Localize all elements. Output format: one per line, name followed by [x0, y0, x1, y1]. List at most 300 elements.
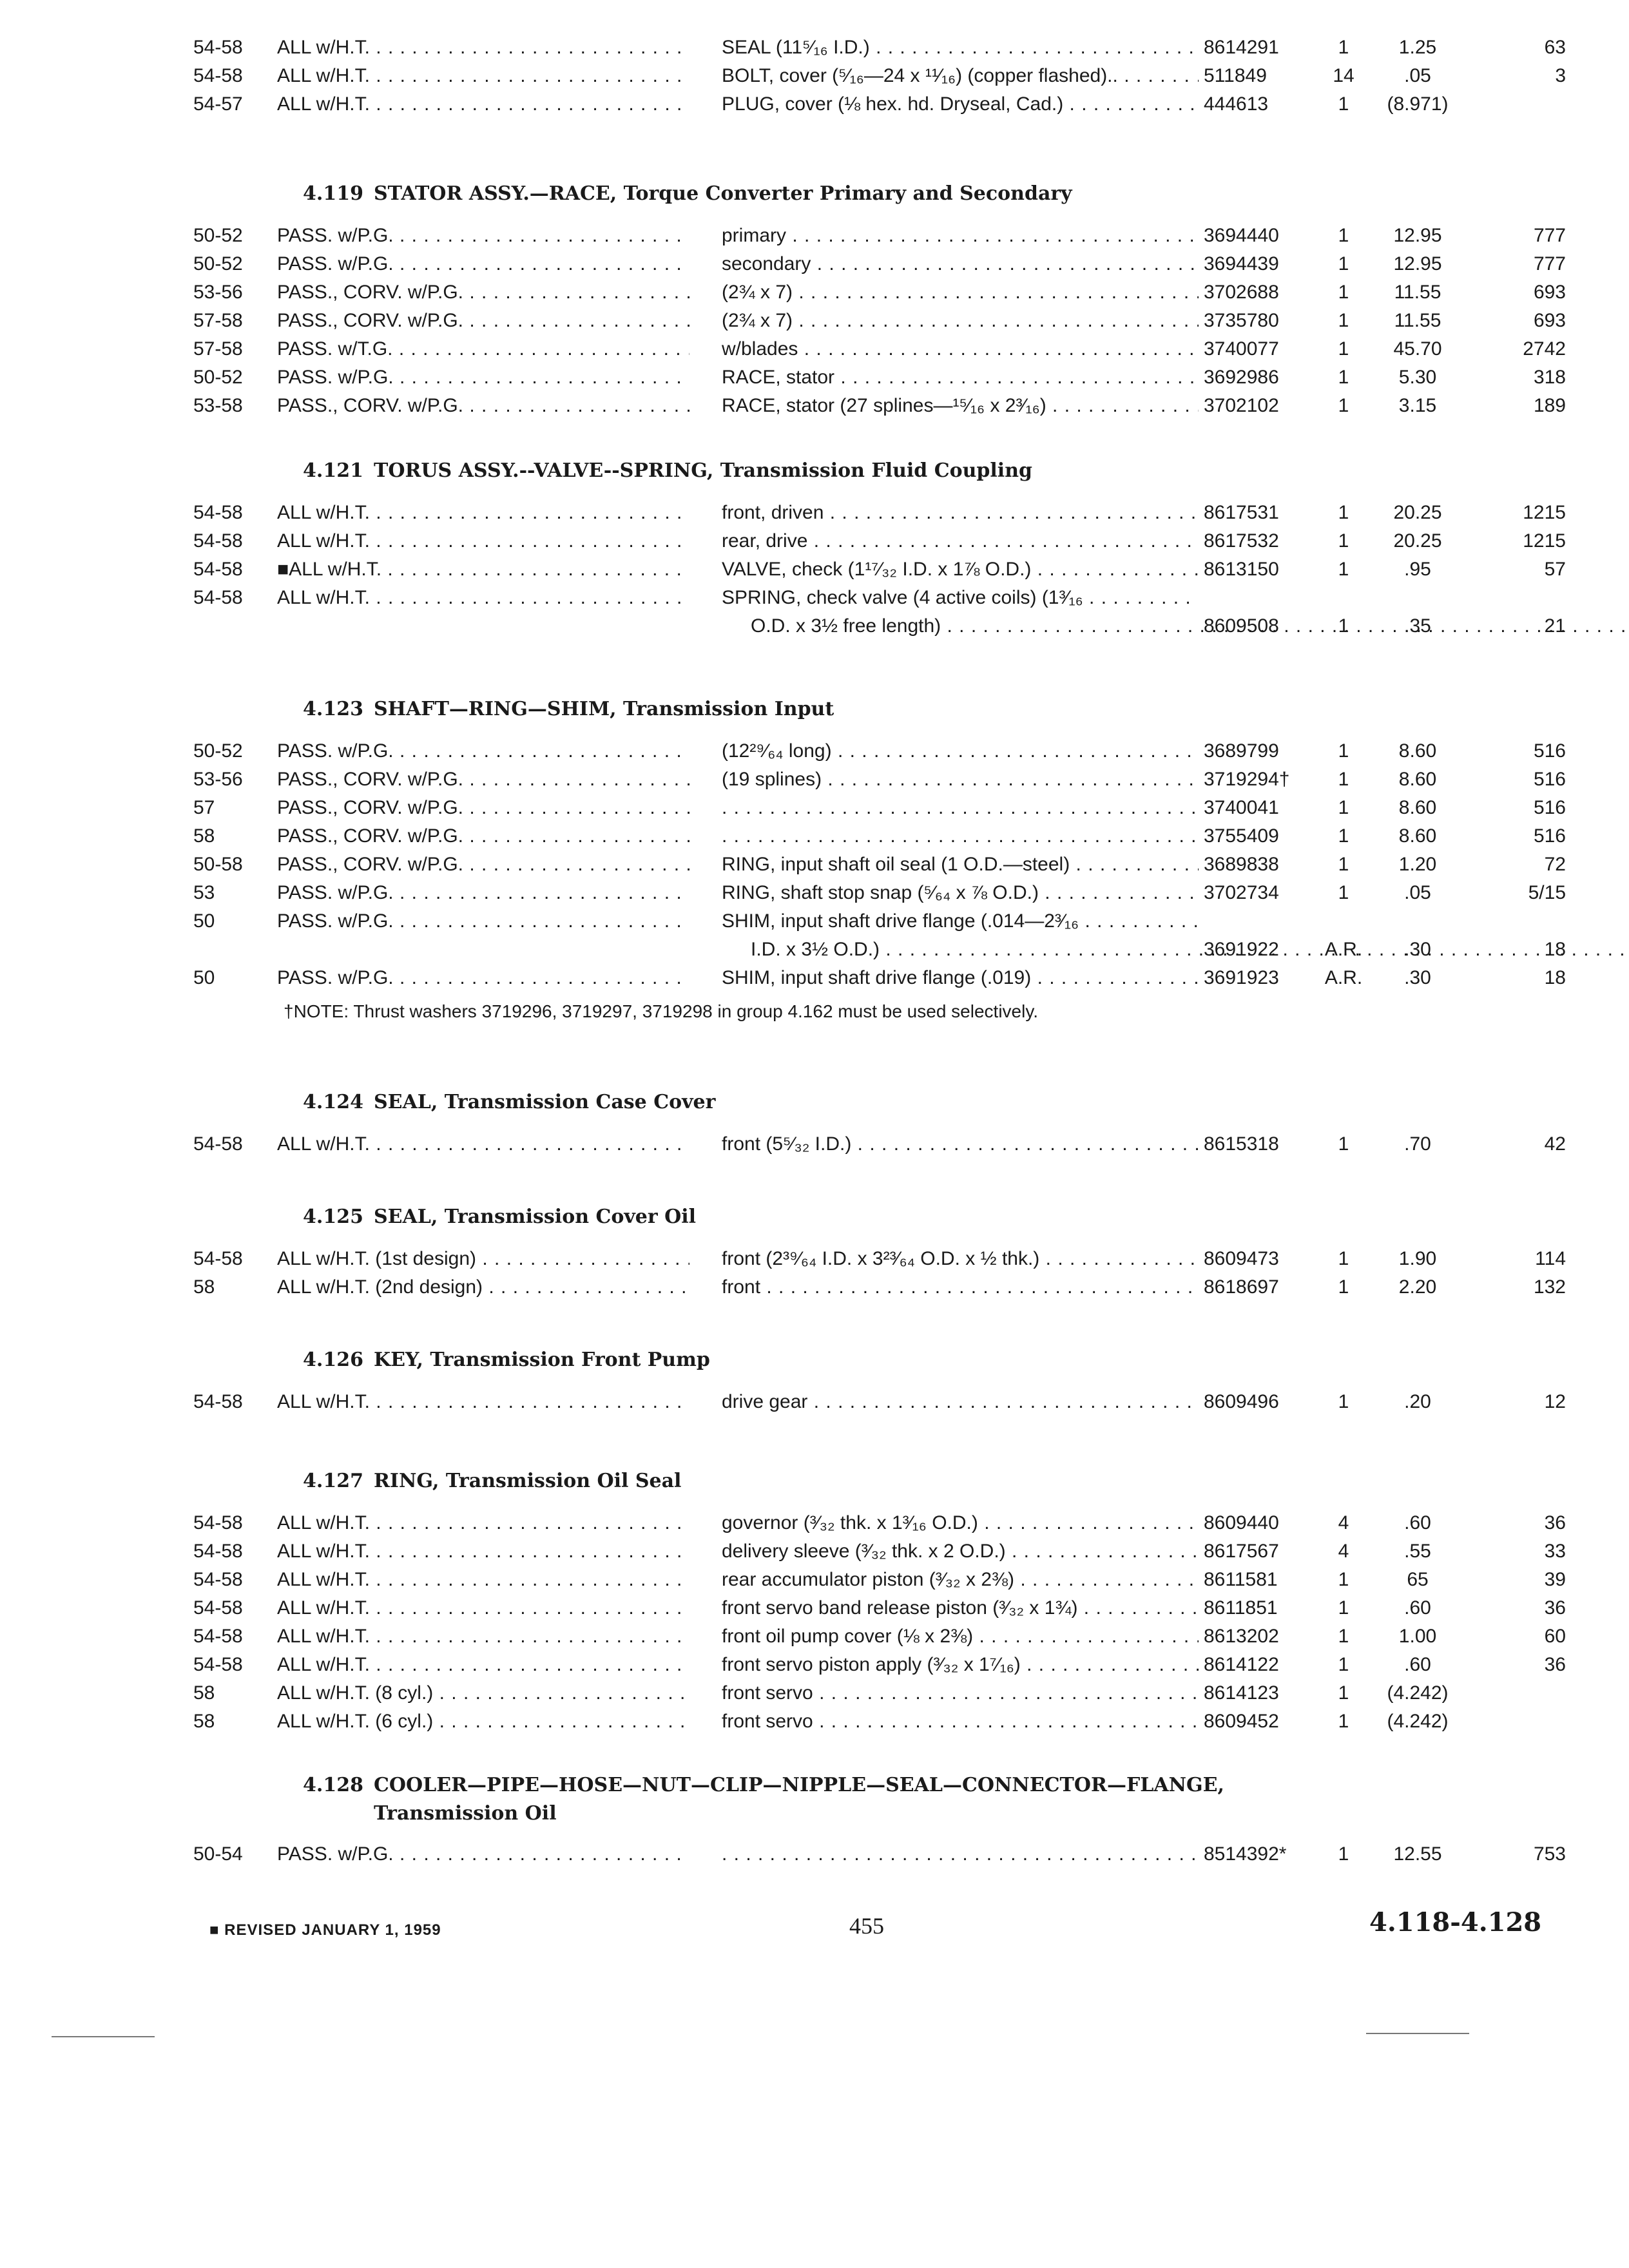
section-heading [303, 457, 1032, 485]
section-title: RING, Transmission Oil Seal [374, 1470, 682, 1492]
quantity: 1 [1338, 1391, 1349, 1412]
parts-row [0, 1679, 1629, 1707]
part-number: 8614123 [1204, 1682, 1279, 1704]
quantity: 1 [1338, 1682, 1349, 1704]
part-number: 8611851 [1204, 1597, 1278, 1619]
list-price: 1.90 [1398, 1248, 1437, 1269]
quantity: 1 [1338, 1711, 1349, 1732]
model-years: 50 [193, 910, 215, 932]
part-description: front servo piston apply (³⁄₃₂ x 1⁷⁄₁₆) . . . [722, 1651, 1199, 1679]
model-years: 58 [193, 825, 215, 847]
quantity: 4 [1338, 1512, 1349, 1533]
section-number: 4.124 [303, 1091, 363, 1113]
section-number: 4.126 [303, 1349, 363, 1371]
model-years: 54-57 [193, 93, 243, 115]
scan-artifact-right [1366, 2033, 1469, 2034]
part-number: 3735780 [1204, 310, 1279, 331]
model-years: 58 [193, 1276, 215, 1298]
quantity: 1 [1338, 395, 1349, 416]
part-description: SEAL (11⁵⁄₁₆ I.D.) . . . [722, 34, 1199, 62]
quantity: 1 [1338, 93, 1349, 115]
part-number: 3689838 [1204, 854, 1279, 875]
parts-row [0, 1509, 1629, 1537]
list-price: (4.242) [1387, 1682, 1449, 1704]
model-years: 50-58 [193, 854, 243, 875]
section-number: 4.121 [303, 459, 363, 482]
model-years: 53-56 [193, 769, 243, 790]
application: ALL w/H.T. . . . [277, 499, 689, 527]
model-years: 54-58 [193, 1248, 243, 1269]
part-description-cont: I.D. x 3½ O.D.) . . . [751, 936, 1629, 964]
quantity: 1 [1338, 615, 1349, 637]
model-years: 54-58 [193, 1597, 243, 1619]
model-years: 50-52 [193, 225, 243, 246]
cost-code: 12 [1544, 1391, 1566, 1412]
quantity: 1 [1338, 282, 1349, 303]
list-price: .35 [1404, 615, 1431, 637]
list-price: .55 [1404, 1541, 1431, 1562]
list-price: 1.25 [1398, 37, 1437, 58]
cost-code: 516 [1533, 797, 1566, 818]
list-price: 3.15 [1398, 395, 1437, 416]
application: PASS., CORV. w/P.G. . . . [277, 307, 689, 335]
part-description: front oil pump cover (⅛ x 2⅜) . . . [722, 1622, 1199, 1651]
parts-row [0, 1273, 1629, 1302]
quantity: 1 [1338, 367, 1349, 388]
section-heading [303, 1089, 715, 1116]
parts-row [0, 499, 1629, 527]
part-number: 8609508 [1204, 615, 1279, 637]
model-years: 54-58 [193, 37, 243, 58]
cost-code: 36 [1544, 1654, 1566, 1675]
application: PASS. w/P.G. . . . [277, 879, 689, 907]
part-description: drive gear . . . [722, 1388, 1199, 1416]
part-description: (12²⁹⁄₆₄ long) . . . [722, 737, 1199, 765]
parts-row [0, 850, 1629, 879]
part-description: RACE, stator . . . [722, 363, 1199, 392]
part-description: secondary . . . [722, 250, 1199, 278]
application: PASS. w/T.G. . . . [277, 335, 689, 363]
quantity: 1 [1338, 1248, 1349, 1269]
list-price: 1.00 [1398, 1626, 1437, 1647]
model-years: 58 [193, 1711, 215, 1732]
part-number: 8615318 [1204, 1133, 1279, 1155]
part-number: 511849 [1204, 65, 1267, 86]
list-price: 12.95 [1393, 225, 1442, 246]
model-years: 53 [193, 882, 215, 903]
list-price: 5.30 [1398, 367, 1437, 388]
quantity: 1 [1338, 1276, 1349, 1298]
section-note: †NOTE: Thrust washers 3719296, 3719297, 3719298 in group 4.162 must be used selectively. [284, 1001, 1039, 1021]
part-description: front servo . . . [722, 1679, 1199, 1707]
part-number: 8614122 [1204, 1654, 1279, 1675]
page-number: 455 [849, 1913, 884, 1939]
parts-row [0, 794, 1629, 822]
model-years: 54-58 [193, 559, 243, 580]
part-number: 3689799 [1204, 740, 1279, 762]
quantity: 1 [1338, 502, 1349, 523]
application: PASS. w/P.G. . . . [277, 737, 689, 765]
section-title: COOLER—PIPE—HOSE—NUT—CLIP—NIPPLE—SEAL—CONNECTOR—FLANGE, [374, 1774, 1224, 1796]
section-title: SEAL, Transmission Cover Oil [374, 1206, 697, 1228]
cost-code: 516 [1533, 740, 1566, 762]
model-years: 58 [193, 1682, 215, 1704]
part-number: 8614291 [1204, 37, 1279, 58]
quantity: A.R. [1324, 967, 1363, 988]
cost-code: 21 [1544, 615, 1566, 637]
model-years: 54-58 [193, 1512, 243, 1533]
application: ALL w/H.T. . . . [277, 62, 689, 90]
quantity: 1 [1338, 530, 1349, 552]
application: ALL w/H.T. . . . [277, 1537, 689, 1566]
part-number: 3691922 [1204, 939, 1279, 960]
model-years: 50 [193, 967, 215, 988]
model-years: 53-56 [193, 282, 243, 303]
section-number: 4.127 [303, 1470, 363, 1492]
parts-row [0, 1388, 1629, 1416]
parts-row [0, 222, 1629, 250]
part-description-cont: O.D. x 3½ free length) . . . [751, 612, 1629, 640]
application: ■ALL w/H.T. . . . [277, 555, 689, 584]
section-heading [303, 1204, 696, 1231]
application: PASS., CORV. w/P.G. . . . [277, 822, 689, 850]
cost-code: 516 [1533, 825, 1566, 847]
section-number: 4.128 [303, 1774, 363, 1796]
cost-code: 72 [1544, 854, 1566, 875]
application: ALL w/H.T. . . . [277, 1594, 689, 1622]
list-price: .30 [1404, 967, 1431, 988]
application: PASS. w/P.G. . . . [277, 250, 689, 278]
list-price: 8.60 [1398, 825, 1437, 847]
section-heading [303, 1347, 710, 1374]
cost-code: 33 [1544, 1541, 1566, 1562]
application: ALL w/H.T. . . . [277, 1622, 689, 1651]
cost-code: 18 [1544, 967, 1566, 988]
parts-row [0, 1594, 1629, 1622]
part-description: SPRING, check valve (4 active coils) (1³⁄₁₆ . . . [722, 584, 1199, 612]
section-heading [303, 1468, 681, 1495]
part-number: 3702734 [1204, 882, 1279, 903]
parts-row [0, 335, 1629, 363]
application: ALL w/H.T. . . . [277, 584, 689, 612]
section-heading [303, 696, 834, 723]
cost-code: 318 [1533, 367, 1566, 388]
list-price: (4.242) [1387, 1711, 1449, 1732]
list-price: 2.20 [1398, 1276, 1437, 1298]
application: ALL w/H.T. (2nd design) . . . [277, 1273, 689, 1302]
application: PASS., CORV. w/P.G. . . . [277, 392, 689, 420]
model-years: 54-58 [193, 1391, 243, 1412]
quantity: 1 [1338, 882, 1349, 903]
application: ALL w/H.T. . . . [277, 90, 689, 119]
list-price: (8.971) [1387, 93, 1449, 115]
application: ALL w/H.T. . . . [277, 1566, 689, 1594]
cost-code: 516 [1533, 769, 1566, 790]
section-title: STATOR ASSY.—RACE, Torque Converter Primary and Secondary [374, 182, 1072, 205]
scan-artifact-left [52, 2036, 155, 2037]
parts-row [0, 765, 1629, 794]
quantity: 1 [1338, 797, 1349, 818]
part-description [722, 822, 1199, 850]
application: PASS. w/P.G. . . . [277, 907, 689, 936]
application: PASS. w/P.G. . . . [277, 222, 689, 250]
cost-code: 1215 [1523, 530, 1566, 552]
part-description: delivery sleeve (³⁄₃₂ thk. x 2 O.D.) . . . [722, 1537, 1199, 1566]
cost-code: 693 [1533, 282, 1566, 303]
model-years: 50-52 [193, 740, 243, 762]
list-price: .95 [1404, 559, 1431, 580]
cost-code: 39 [1544, 1569, 1566, 1590]
list-price: 8.60 [1398, 769, 1437, 790]
application: PASS., CORV. w/P.G. . . . [277, 765, 689, 794]
quantity: 1 [1338, 854, 1349, 875]
parts-row [0, 307, 1629, 335]
list-price: .60 [1404, 1597, 1431, 1619]
part-number: 3692986 [1204, 367, 1279, 388]
cost-code: 36 [1544, 1512, 1566, 1533]
parts-row [0, 1651, 1629, 1679]
parts-row [0, 1707, 1629, 1736]
part-number: 8617567 [1204, 1541, 1279, 1562]
application: ALL w/H.T. (8 cyl.) . . . [277, 1679, 689, 1707]
section-number: 4.119 [303, 182, 363, 205]
parts-row [0, 737, 1629, 765]
quantity: 1 [1338, 1569, 1349, 1590]
parts-row [0, 555, 1629, 584]
model-years: 54-58 [193, 530, 243, 552]
quantity: 1 [1338, 310, 1349, 331]
section-title-cont: Transmission Oil [374, 1802, 557, 1825]
list-price: 11.55 [1394, 282, 1441, 303]
cost-code: 36 [1544, 1597, 1566, 1619]
part-description: RING, shaft stop snap (⁵⁄₆₄ x ⅞ O.D.) . . . [722, 879, 1199, 907]
list-price: 65 [1407, 1569, 1429, 1590]
parts-row [0, 1537, 1629, 1566]
part-number: 3740041 [1204, 797, 1279, 818]
part-number: 3719294† [1204, 769, 1290, 790]
cost-code: 5/15 [1528, 882, 1566, 903]
quantity: 1 [1338, 1654, 1349, 1675]
part-description: governor (³⁄₃₂ thk. x 1³⁄₁₆ O.D.) . . . [722, 1509, 1199, 1537]
part-number: 3691923 [1204, 967, 1279, 988]
list-price: 8.60 [1398, 740, 1437, 762]
part-description: front (2³⁹⁄₆₄ I.D. x 3²³⁄₆₄ O.D. x ½ thk.) . . . [722, 1245, 1199, 1273]
section-title: SHAFT—RING—SHIM, Transmission Input [374, 698, 834, 720]
list-price: .60 [1404, 1654, 1431, 1675]
part-description [722, 1840, 1199, 1869]
section-number: 4.123 [303, 698, 363, 720]
cost-code: 693 [1533, 310, 1566, 331]
part-number: 8613202 [1204, 1626, 1279, 1647]
parts-row [0, 278, 1629, 307]
section-number: 4.125 [303, 1206, 363, 1228]
cost-code: 3 [1555, 65, 1566, 86]
quantity: 1 [1338, 559, 1349, 580]
part-number: 8514392* [1204, 1843, 1287, 1865]
part-description: front . . . [722, 1273, 1199, 1302]
cost-code: 132 [1533, 1276, 1566, 1298]
quantity: A.R. [1324, 939, 1363, 960]
part-description: (2¾ x 7) . . . [722, 278, 1199, 307]
application: ALL w/H.T. . . . [277, 1509, 689, 1537]
part-number: 8609440 [1204, 1512, 1279, 1533]
part-description: rear, drive . . . [722, 527, 1199, 555]
application: ALL w/H.T. . . . [277, 1388, 689, 1416]
part-description: front, driven . . . [722, 499, 1199, 527]
model-years: 54-58 [193, 1654, 243, 1675]
cost-code: 57 [1544, 559, 1566, 580]
application: PASS. w/P.G. . . . [277, 1840, 689, 1869]
model-years: 53-58 [193, 395, 243, 416]
list-price: .20 [1404, 1391, 1431, 1412]
part-description: VALVE, check (1¹⁷⁄₃₂ I.D. x 1⅞ O.D.) . . . [722, 555, 1199, 584]
part-description: RACE, stator (27 splines—¹⁵⁄₁₆ x 2³⁄₁₆) . . . [722, 392, 1199, 420]
cost-code: 63 [1544, 37, 1566, 58]
quantity: 1 [1338, 1843, 1349, 1865]
model-years: 54-58 [193, 1626, 243, 1647]
model-years: 50-52 [193, 367, 243, 388]
quantity: 1 [1338, 769, 1349, 790]
part-number: 8609496 [1204, 1391, 1279, 1412]
parts-row [0, 1245, 1629, 1273]
part-number: 3694439 [1204, 253, 1279, 274]
cost-code: 114 [1535, 1248, 1566, 1269]
part-description: front (5⁵⁄₃₂ I.D.) . . . [722, 1130, 1199, 1158]
part-number: 8613150 [1204, 559, 1279, 580]
application: PASS., CORV. w/P.G. . . . [277, 794, 689, 822]
application: ALL w/H.T. . . . [277, 527, 689, 555]
parts-row [0, 964, 1629, 992]
quantity: 1 [1338, 37, 1349, 58]
model-years: 57 [193, 797, 215, 818]
list-price: 1.20 [1398, 854, 1437, 875]
list-price: .30 [1404, 939, 1431, 960]
quantity: 1 [1338, 825, 1349, 847]
parts-row [0, 879, 1629, 907]
quantity: 1 [1338, 253, 1349, 274]
parts-row [0, 62, 1629, 90]
application: ALL w/H.T. (6 cyl.) . . . [277, 1707, 689, 1736]
part-number: 3755409 [1204, 825, 1279, 847]
list-price: 8.60 [1398, 797, 1437, 818]
model-years: 54-58 [193, 1541, 243, 1562]
part-description: SHIM, input shaft drive flange (.014—2³⁄₁₆ . . . [722, 907, 1199, 936]
application: PASS. w/P.G. . . . [277, 964, 689, 992]
part-description: SHIM, input shaft drive flange (.019) . . . [722, 964, 1199, 992]
part-description: primary . . . [722, 222, 1199, 250]
model-years: 50-52 [193, 253, 243, 274]
quantity: 14 [1333, 65, 1354, 86]
application: ALL w/H.T. (1st design) . . . [277, 1245, 689, 1273]
parts-row [0, 822, 1629, 850]
model-years: 54-58 [193, 587, 243, 608]
quantity: 4 [1338, 1541, 1349, 1562]
model-years: 54-58 [193, 1133, 243, 1155]
quantity: 1 [1338, 1597, 1349, 1619]
application: ALL w/H.T. . . . [277, 1130, 689, 1158]
part-description: BOLT, cover (⁵⁄₁₆—24 x ¹¹⁄₁₆) (copper flashed).. . . . [722, 62, 1199, 90]
application: PASS., CORV. w/P.G. . . . [277, 278, 689, 307]
section-heading [303, 1772, 1224, 1799]
application: ALL w/H.T. . . . [277, 1651, 689, 1679]
cost-code: 189 [1533, 395, 1566, 416]
cost-code: 60 [1544, 1626, 1566, 1647]
cost-code: 753 [1533, 1843, 1566, 1865]
part-number: 3740077 [1204, 338, 1279, 360]
list-price: .70 [1404, 1133, 1431, 1155]
cost-code: 777 [1533, 253, 1566, 274]
parts-row [0, 250, 1629, 278]
part-number: 8617531 [1204, 502, 1279, 523]
model-years: 54-58 [193, 1569, 243, 1590]
parts-row [0, 527, 1629, 555]
part-number: 3702102 [1204, 395, 1279, 416]
part-description: (2¾ x 7) . . . [722, 307, 1199, 335]
parts-row [0, 90, 1629, 119]
part-description: w/blades . . . [722, 335, 1199, 363]
quantity: 1 [1338, 1626, 1349, 1647]
part-description: rear accumulator piston (³⁄₃₂ x 2⅜) . . . [722, 1566, 1199, 1594]
model-years: 50-54 [193, 1843, 243, 1865]
part-description: RING, input shaft oil seal (1 O.D.—steel) . . . [722, 850, 1199, 879]
section-title: TORUS ASSY.--VALVE--SPRING, Transmission Fluid Coupling [374, 459, 1032, 482]
list-price: 20.25 [1393, 502, 1442, 523]
list-price: 11.55 [1394, 310, 1441, 331]
section-title: SEAL, Transmission Case Cover [374, 1091, 716, 1113]
part-number: 8617532 [1204, 530, 1279, 552]
list-price: 45.70 [1393, 338, 1442, 360]
model-years: 57-58 [193, 338, 243, 360]
revision-note: ■ REVISED JANUARY 1, 1959 [209, 1921, 441, 1939]
parts-row [0, 363, 1629, 392]
part-description: front servo . . . [722, 1707, 1199, 1736]
parts-row [0, 34, 1629, 62]
list-price: .05 [1404, 65, 1431, 86]
cost-code: 18 [1544, 939, 1566, 960]
list-price: .05 [1404, 882, 1431, 903]
part-description: (19 splines) . . . [722, 765, 1199, 794]
application: ALL w/H.T. . . . [277, 34, 689, 62]
parts-row [0, 584, 1629, 640]
part-description: PLUG, cover (⅛ hex. hd. Dryseal, Cad.) . . . [722, 90, 1199, 119]
cost-code: 777 [1533, 225, 1566, 246]
model-years: 54-58 [193, 65, 243, 86]
part-description [722, 794, 1199, 822]
part-description: front servo band release piston (³⁄₃₂ x 1¾) . . . [722, 1594, 1199, 1622]
cost-code: 2742 [1523, 338, 1566, 360]
part-number: 444613 [1204, 93, 1269, 115]
part-number: 8611581 [1204, 1569, 1278, 1590]
model-years: 57-58 [193, 310, 243, 331]
cost-code: 42 [1544, 1133, 1566, 1155]
quantity: 1 [1338, 740, 1349, 762]
quantity: 1 [1338, 225, 1349, 246]
part-number: 3694440 [1204, 225, 1279, 246]
parts-row [0, 907, 1629, 964]
cost-code: 1215 [1523, 502, 1566, 523]
part-number: 8609473 [1204, 1248, 1279, 1269]
parts-row [0, 1130, 1629, 1158]
section-title: KEY, Transmission Front Pump [374, 1349, 710, 1371]
parts-row [0, 1566, 1629, 1594]
list-price: 12.55 [1393, 1843, 1442, 1865]
parts-row [0, 392, 1629, 420]
quantity: 1 [1338, 1133, 1349, 1155]
application: PASS., CORV. w/P.G. . . . [277, 850, 689, 879]
part-number: 8609452 [1204, 1711, 1279, 1732]
part-number: 3702688 [1204, 282, 1279, 303]
model-years: 54-58 [193, 502, 243, 523]
